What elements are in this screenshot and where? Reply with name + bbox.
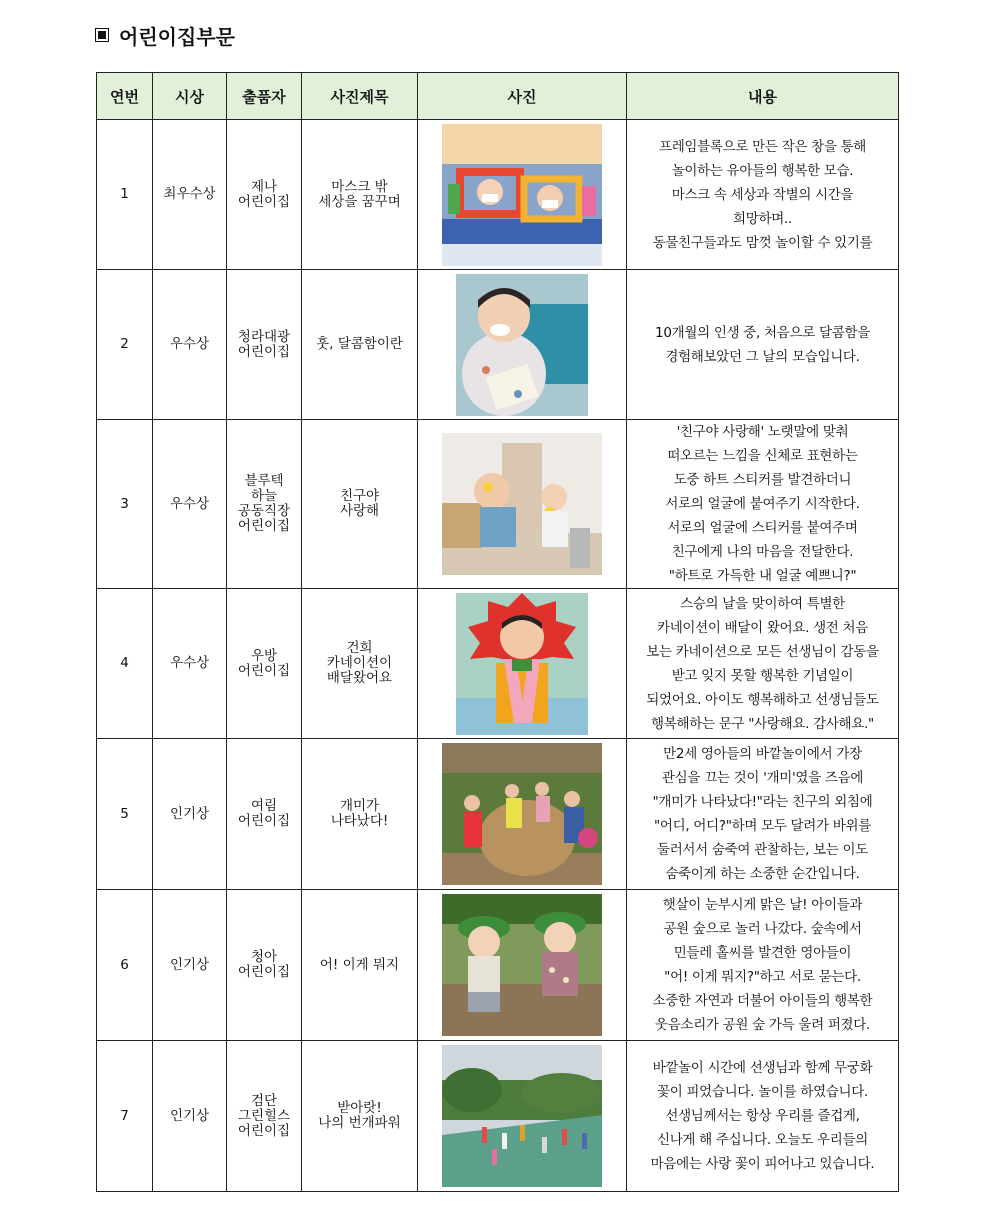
header-author: 출품자 — [227, 73, 302, 120]
row-photo-cell — [418, 420, 627, 589]
header-photo-title: 사진제목 — [302, 73, 418, 120]
row-photo-title: 어! 이게 뭐지 — [302, 890, 418, 1041]
row-award: 최우수상 — [153, 120, 227, 270]
row-photo-title: 마스크 밖 세상을 꿈꾸며 — [302, 120, 418, 270]
row-content: 햇살이 눈부시게 맑은 날! 아이들과 공원 숲으로 놀러 나갔다. 숲속에서 민들레 홀씨를 발견한 영아들이 "어! 이게 뭐지?"하고 서로 묻는다. 소중한 자연과 더불어 아이들의 행복한 웃음소리가 공원 숲 가득 울려 퍼졌다. — [627, 890, 899, 1041]
row-number: 2 — [97, 270, 153, 420]
row-content: 10개월의 인생 중, 처음으로 달콤함을 경험해보았던 그 날의 모습입니다. — [627, 270, 899, 420]
photo-kids-heart-stickers — [442, 433, 602, 575]
row-author: 청라대광 어린이집 — [227, 270, 302, 420]
header-no: 연번 — [97, 73, 153, 120]
row-content: 프레임블록으로 만든 작은 창을 통해 놀이하는 유아들의 행복한 모습. 마스크 속 세상과 작별의 시간을 희망하며.. 동물친구들과도 맘껏 놀이할 수 있기를 — [627, 120, 899, 270]
row-award: 우수상 — [153, 420, 227, 589]
row-photo-title: 받아랏! 나의 번개파워 — [302, 1041, 418, 1192]
row-award: 우수상 — [153, 589, 227, 739]
row-content: '친구야 사랑해' 노랫말에 맞춰 떠오르는 느낌을 신체로 표현하는 도중 하트 스티커를 발견하더니 서로의 얼굴에 붙여주기 시작한다. 서로의 얼굴에 스티커를 붙여주며 친구에게 나의 마음을 전달한다. "하트로 가득한 내 얼굴 예쁘니?" — [627, 420, 899, 589]
row-number: 1 — [97, 120, 153, 270]
row-author: 여림 어린이집 — [227, 739, 302, 890]
row-content: 바깥놀이 시간에 선생님과 함께 무궁화 꽃이 피었습니다. 놀이를 하였습니다. 선생님께서는 항상 우리를 즐겁게, 신나게 해 주십니다. 오늘도 우리들의 마음에는 사랑 꽃이 피어나고 있습니다. — [627, 1041, 899, 1192]
row-number: 5 — [97, 739, 153, 890]
row-award: 우수상 — [153, 270, 227, 420]
row-photo-cell — [418, 890, 627, 1041]
award-table — [96, 72, 899, 1192]
row-content: 만2세 영아들의 바깥놀이에서 가장 관심을 끄는 것이 '개미'였을 즈음에 "개미가 나타났다!"라는 친구의 외침에 "어디, 어디?"하며 모두 달려가 바위를 둘러서서 숨죽여 관찰하는, 보는 이도 숨죽이게 하는 소중한 순간입니다. — [627, 739, 899, 890]
row-content: 스승의 날을 맞이하여 특별한 카네이션이 배달이 왔어요. 생전 처음 보는 카네이션으로 모든 선생님이 감동을 받고 잊지 못할 행복한 기념일이 되었어요. 아이도 행복해하고 선생님들도 행복해하는 문구 "사랑해요. 감사해요." — [627, 589, 899, 739]
header-photo: 사진 — [418, 73, 627, 120]
row-author: 블루텍 하늘 공동직장 어린이집 — [227, 420, 302, 589]
row-photo-title: 친구야 사랑해 — [302, 420, 418, 589]
table-row — [97, 739, 899, 890]
section-heading — [95, 20, 235, 50]
table-row — [97, 890, 899, 1041]
square-bullet-icon — [95, 28, 109, 42]
row-award: 인기상 — [153, 739, 227, 890]
row-photo-cell — [418, 270, 627, 420]
row-photo-title: 훗, 달콤함이란 — [302, 270, 418, 420]
row-award: 인기상 — [153, 1041, 227, 1192]
table-row — [97, 1041, 899, 1192]
photo-carnation-child — [456, 593, 588, 735]
photo-kids-ant-rock — [442, 743, 602, 885]
row-award: 인기상 — [153, 890, 227, 1041]
row-photo-cell — [418, 1041, 627, 1192]
photo-kids-dandelion-forest — [442, 894, 602, 1036]
row-photo-cell — [418, 739, 627, 890]
row-number: 3 — [97, 420, 153, 589]
row-author: 검단 그린힐스 어린이집 — [227, 1041, 302, 1192]
row-photo-cell — [418, 589, 627, 739]
row-number: 7 — [97, 1041, 153, 1192]
row-author: 우방 어린이집 — [227, 589, 302, 739]
row-photo-title: 개미가 나타났다! — [302, 739, 418, 890]
table-row — [97, 589, 899, 739]
row-photo-cell — [418, 120, 627, 270]
row-number: 4 — [97, 589, 153, 739]
photo-baby-sweet — [456, 274, 588, 416]
row-number: 6 — [97, 890, 153, 1041]
row-author: 제나 어린이집 — [227, 120, 302, 270]
section-title: 어린이집부문 — [119, 24, 235, 49]
row-author: 청아 어린이집 — [227, 890, 302, 1041]
table-row — [97, 120, 899, 270]
header-content: 내용 — [627, 73, 899, 120]
header-award: 시상 — [153, 73, 227, 120]
photo-kids-playground — [442, 1045, 602, 1187]
table-row — [97, 420, 899, 589]
table-header-row — [97, 73, 899, 120]
photo-kids-frame-blocks — [442, 124, 602, 266]
row-photo-title: 건희 카네이션이 배달왔어요 — [302, 589, 418, 739]
table-row — [97, 270, 899, 420]
